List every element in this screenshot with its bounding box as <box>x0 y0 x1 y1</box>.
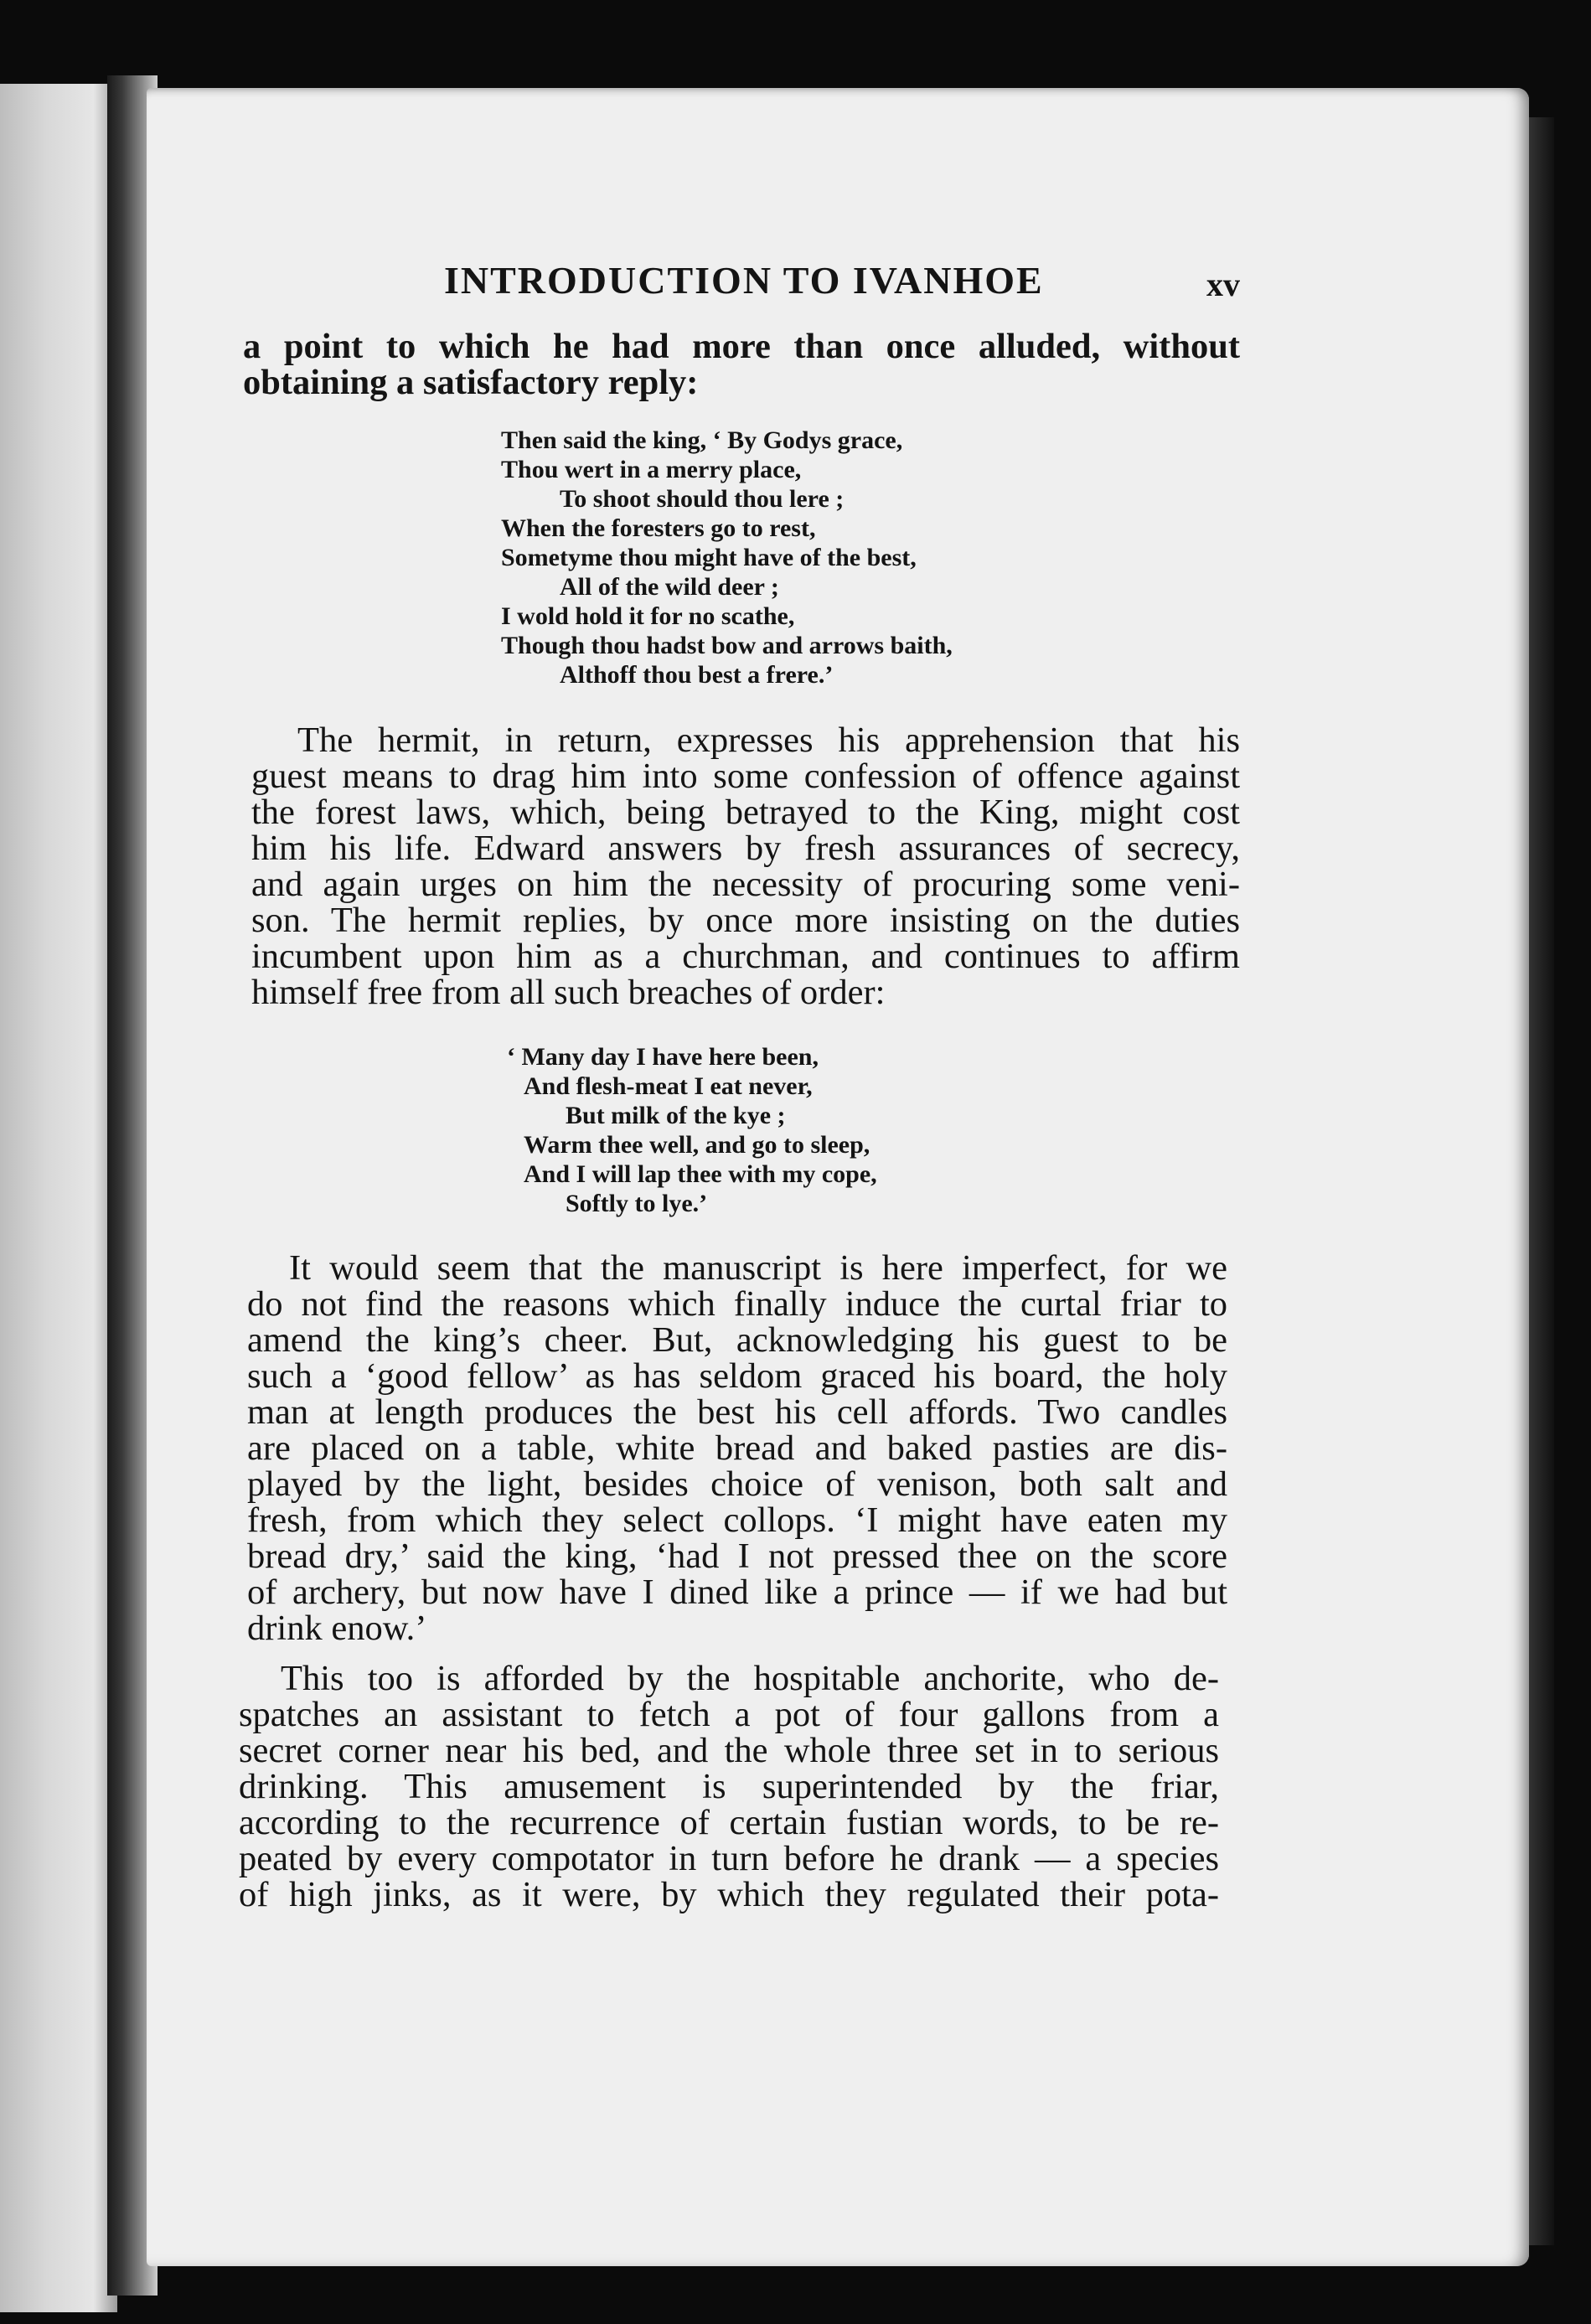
verse-1 <box>501 426 953 689</box>
paragraph-line: fresh, from which they select collops. ‘I might have eaten my <box>247 1500 1227 1540</box>
paragraph-line: and again urges on him the necessity of procuring some veni- <box>251 865 1240 904</box>
verse-line: And I will lap thee with my cope, <box>524 1160 877 1188</box>
paragraph-1 <box>243 328 1240 400</box>
verse-line: Softly to lye.’ <box>566 1190 708 1217</box>
verse-line: But milk of the kye ; <box>566 1102 786 1129</box>
verse-line: Althoff thou best a frere.’ <box>560 661 834 689</box>
paragraph-line: amend the king’s cheer. But, acknowledging his guest to be <box>247 1320 1227 1360</box>
verse-line: Sometyme thou might have of the best, <box>501 544 917 571</box>
paragraph-line: a point to which he had more than once alluded, without <box>243 327 1240 366</box>
paragraph-line: drinking. This amusement is superintended by the friar, <box>239 1767 1219 1806</box>
paragraph-line: son. The hermit replies, by once more insisting on the duties <box>251 901 1240 940</box>
paragraph-line: according to the recurrence of certain fustian words, to be re- <box>239 1803 1219 1842</box>
verse-line: All of the wild deer ; <box>560 573 779 601</box>
paragraph-line: bread dry,’ said the king, ‘had I not pressed thee on the score <box>247 1536 1227 1576</box>
paragraph-line: peated by every compotator in turn before he drank — a species <box>239 1839 1219 1878</box>
verse-line: Warm thee well, and go to sleep, <box>524 1131 870 1159</box>
paragraph-line: of archery, but now have I dined like a prince — if we had but <box>247 1573 1227 1612</box>
paragraph-line: It would seem that the manuscript is here imperfect, for we <box>289 1248 1227 1288</box>
verse-line: And flesh-meat I eat never, <box>524 1072 813 1100</box>
verse-line: To shoot should thou lere ; <box>560 485 845 513</box>
page-number: xv <box>1206 266 1240 303</box>
previous-page-edge <box>0 84 117 2312</box>
paragraph-line: of high jinks, as it were, by which they regulated their pota- <box>239 1875 1219 1914</box>
paragraph-3 <box>247 1250 1227 1646</box>
paragraph-line: himself free from all such breaches of order: <box>251 973 886 1012</box>
paragraph-4 <box>239 1660 1219 1913</box>
paragraph-line: are placed on a table, white bread and baked pasties are dis- <box>247 1428 1227 1468</box>
verse-line: Thou wert in a merry place, <box>501 456 802 483</box>
verse-line: I wold hold it for no scathe, <box>501 602 795 630</box>
paragraph-line: such a ‘good fellow’ as has seldom graced his board, the holy <box>247 1356 1227 1396</box>
verse-line: Though thou hadst bow and arrows baith, <box>501 632 953 659</box>
paragraph-line: do not find the reasons which finally induce the curtal friar to <box>247 1284 1227 1324</box>
verse-line: ‘ Many day I have here been, <box>507 1043 819 1071</box>
paragraph-line: This too is afforded by the hospitable anchorite, who de- <box>281 1659 1219 1698</box>
paragraph-line: incumbent upon him as a churchman, and continues to affirm <box>251 937 1240 976</box>
paragraph-line: the forest laws, which, being betrayed to the King, might cost <box>251 793 1240 832</box>
paragraph-2 <box>251 722 1240 1010</box>
paragraph-line: The hermit, in return, expresses his apprehension that his <box>297 720 1240 760</box>
paragraph-line: him his life. Edward answers by fresh assurances of secrecy, <box>251 829 1240 868</box>
verse-2 <box>507 1042 877 1218</box>
paragraph-line: obtaining a satisfactory reply: <box>243 363 699 402</box>
verse-line: When the foresters go to rest, <box>501 514 816 542</box>
paragraph-line: secret corner near his bed, and the whole three set in to serious <box>239 1731 1219 1770</box>
paragraph-line: man at length produces the best his cell affords. Two candles <box>247 1392 1227 1432</box>
paragraph-line: guest means to drag him into some confession of offence against <box>251 757 1240 796</box>
paragraph-line: drink enow.’ <box>247 1609 427 1648</box>
paragraph-line: spatches an assistant to fetch a pot of four gallons from a <box>239 1695 1219 1734</box>
verse-line: Then said the king, ‘ By Godys grace, <box>501 426 903 454</box>
paragraph-line: played by the light, besides choice of venison, both salt and <box>247 1464 1227 1504</box>
running-header: INTRODUCTION TO IVANHOE <box>444 259 1044 302</box>
page-edge-shadow <box>1529 117 1554 2245</box>
